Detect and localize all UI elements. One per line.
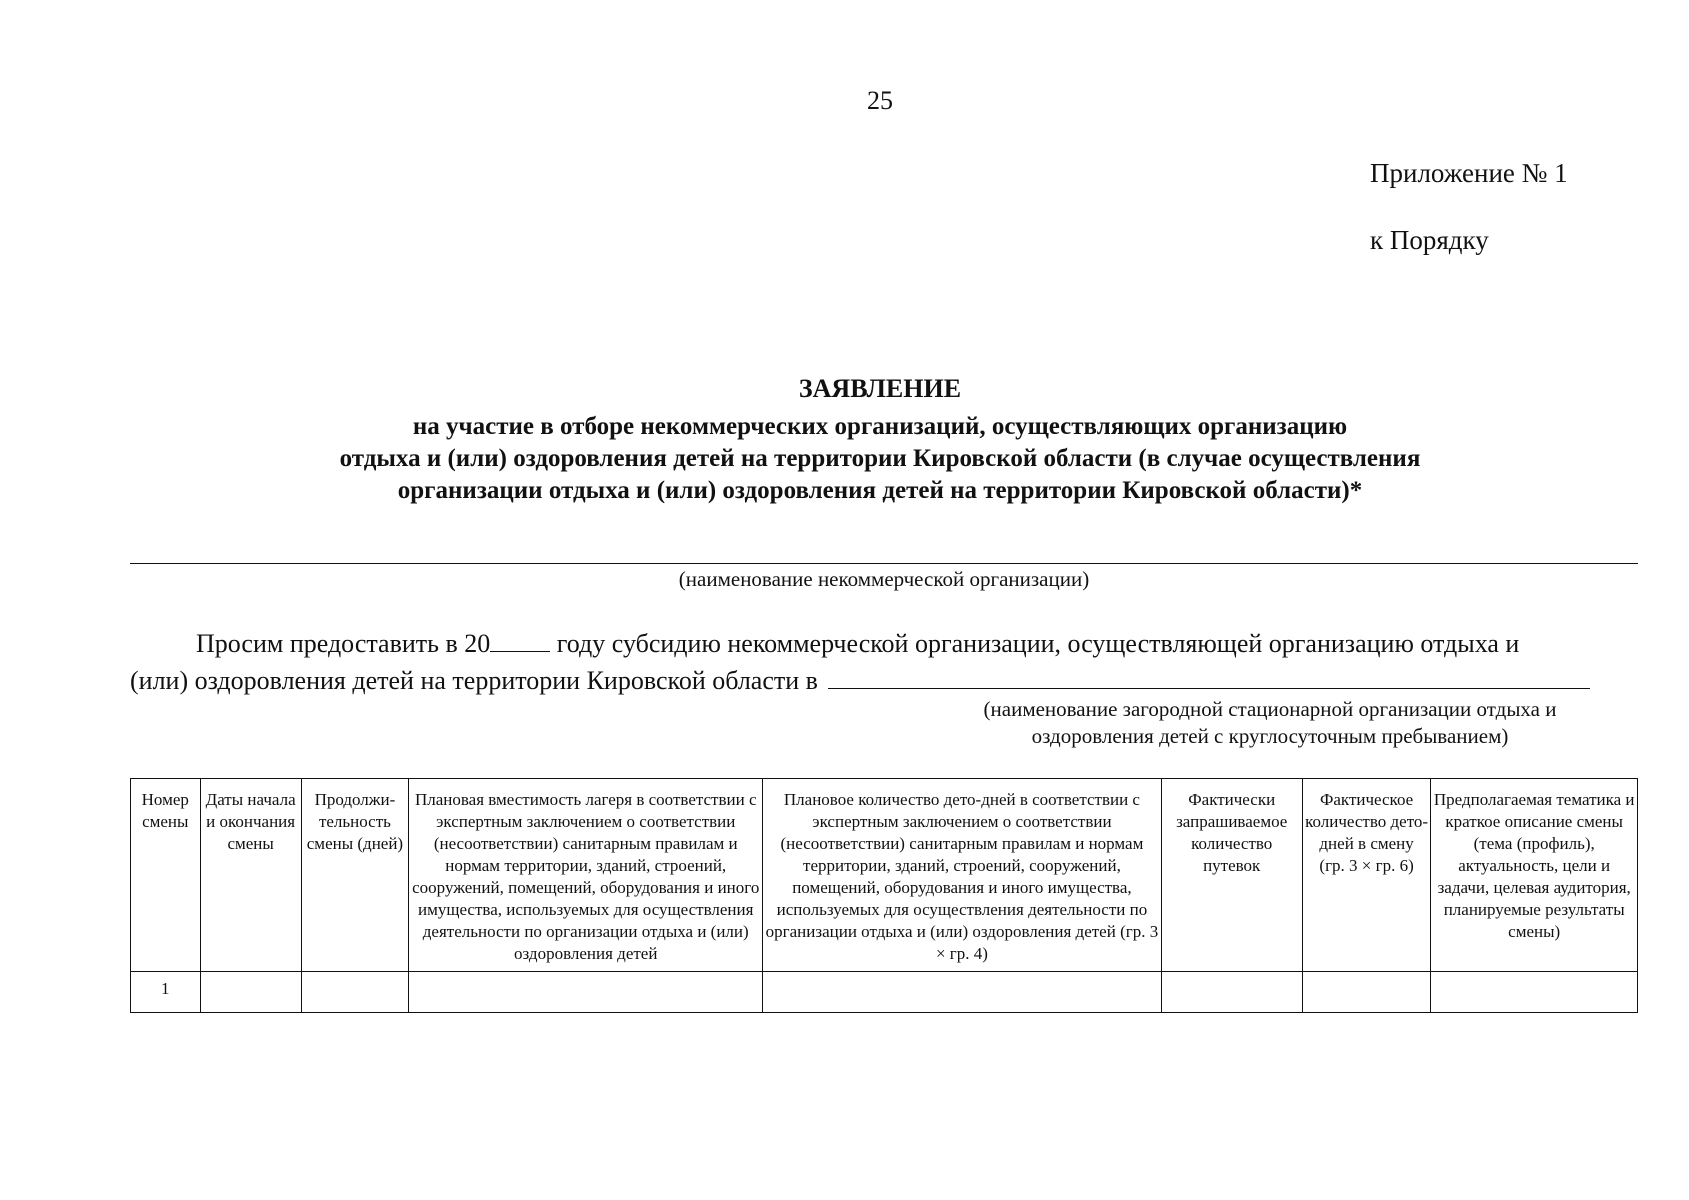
- subheading-line: отдыха и (или) оздоровления детей на территории Кировской области (в случае осуществления: [339, 445, 1421, 472]
- camp-caption-line: (наименование загородной стационарной организации отдыха и: [983, 697, 1557, 721]
- cell-planned-child-days[interactable]: [763, 972, 1161, 1013]
- request-paragraph: [130, 625, 1638, 699]
- table-row: [131, 972, 1638, 1013]
- camp-name-field[interactable]: [828, 666, 1590, 689]
- header-shift-dates: Даты начала и окончания смены: [200, 779, 301, 972]
- header-requested-vouchers: Фактически запрашиваемое количество путевок: [1161, 779, 1302, 972]
- shifts-table: [130, 778, 1638, 1013]
- header-planned-child-days: Плановое количество дето-дней в соответствии с экспертным заключением о соответствии (несоответствии) санитарным правилам и нормам территории, зданий, строений, сооружений, помещений, оборудования и иного имущества, используемых для осуществления деятельности по организации отдыха и (или) оздоровления детей (гр. 3 × гр. 4): [763, 779, 1161, 972]
- table-header-row: [131, 779, 1638, 972]
- cell-shift-duration[interactable]: [301, 972, 408, 1013]
- camp-name-caption: [900, 696, 1640, 750]
- header-planned-capacity: Плановая вместимость лагеря в соответствии с экспертным заключением о соответствии (несоответствии) санитарным правилам и нормам территории, зданий, строений, сооружений, помещений, оборудования и иного имущества, используемых для осуществления деятельности по организации отдыха и (или) оздоровления детей: [409, 779, 763, 972]
- header-shift-theme: Предполагаемая тематика и краткое описание смены (тема (профиль), актуальность, цели и задачи, целевая аудитория, планируемые результаты смены): [1431, 779, 1638, 972]
- request-line-2: [130, 662, 1638, 699]
- header-shift-number: Номер смены: [131, 779, 201, 972]
- subheading-line: на участие в отборе некоммерческих организаций, осуществляющих организацию: [412, 413, 1348, 440]
- appendix-subtitle: к Порядку: [1370, 225, 1489, 255]
- organization-name-caption: (наименование некоммерческой организации): [678, 567, 1090, 591]
- cell-shift-theme[interactable]: [1431, 972, 1638, 1013]
- request-line-1: [130, 625, 1638, 662]
- header-actual-child-days: Фактическое количество дето-дней в смену (гр. 3 × гр. 6): [1302, 779, 1431, 972]
- request-text-start: Просим предоставить в 20: [196, 629, 491, 658]
- document-heading: ЗАЯВЛЕНИЕ: [798, 374, 962, 403]
- year-blank-field[interactable]: [490, 629, 550, 652]
- organization-name-field[interactable]: [130, 563, 1638, 564]
- cell-actual-child-days[interactable]: [1302, 972, 1431, 1013]
- cell-shift-number[interactable]: 1: [131, 972, 201, 1013]
- cell-requested-vouchers[interactable]: [1161, 972, 1302, 1013]
- cell-shift-dates[interactable]: [200, 972, 301, 1013]
- request-text-line2: (или) оздоровления детей на территории Кировской области в: [130, 666, 818, 695]
- request-text-rest: году субсидию некоммерческой организации, осуществляющей организацию отдыха и: [550, 629, 1520, 658]
- subheading-line: организации отдыха и (или) оздоровления детей на территории Кировской области)*: [397, 477, 1363, 504]
- header-shift-duration: Продолжи-тельность смены (дней): [301, 779, 408, 972]
- camp-caption-line: оздоровления детей с круглосуточным пребыванием): [1031, 724, 1509, 748]
- appendix-title: Приложение № 1: [1370, 158, 1568, 188]
- cell-planned-capacity[interactable]: [409, 972, 763, 1013]
- page-number: 25: [867, 86, 893, 115]
- document-subheading: [130, 411, 1630, 507]
